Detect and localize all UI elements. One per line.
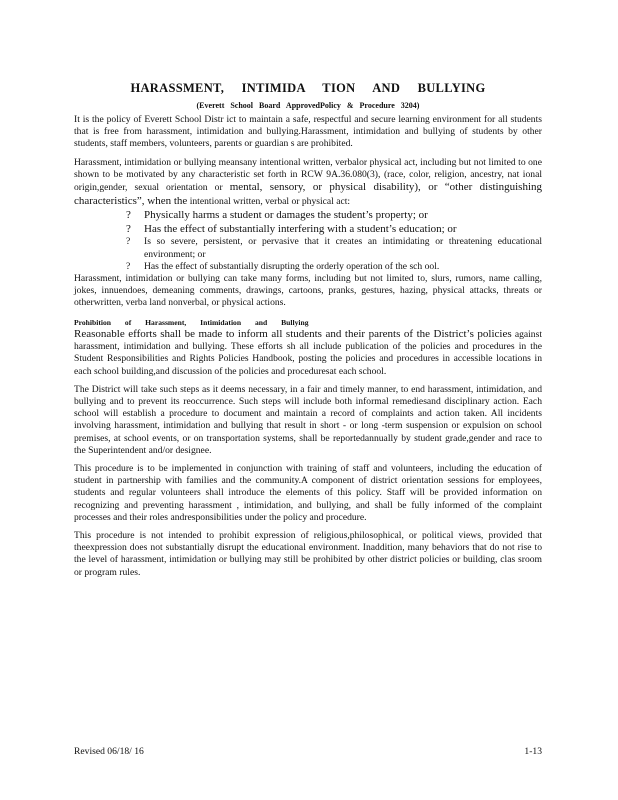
reasonable-efforts-paragraph: [74, 328, 542, 378]
definition-paragraph: [74, 157, 542, 209]
document-title: HARASSMENT, INTIMIDA TION AND BULLYING: [130, 81, 486, 95]
document-page: [74, 80, 542, 579]
district-steps-paragraph: The District will take such steps as it deems necessary, in a fair and timely manner, to end harassment, intimidation, and bullying and to prevent its reoccurrence. Such steps will include both informal remediesand disciplinary action. Each school will establish a procedure to document and maintain a record of complaints and action taken. All incidents involving harassment, intimidation and bullying that result in short - or long -term suspension or expulsion on school premises, at school events, or on transportation systems, shall be reportedannually by student grade,gender and race to the Superintendent and/or designee.: [74, 383, 542, 456]
bullet-mark: ?: [126, 260, 131, 272]
bullet-mark: ?: [126, 222, 131, 235]
definition-text-tail: intentional written, verbal or physical act:: [189, 195, 351, 207]
bullet-mark: ?: [126, 209, 131, 222]
reasonable-text-small: against harassment, intimidation and bullying. These efforts sh all include publication of the policies and procedures in the Student Responsibilities and Rights Policies Handbook, posting the policies and procedures in accessible locations in each school building,and discussion of the policies and proceduresat each school.: [74, 328, 542, 377]
expression-paragraph: This procedure is not intended to prohibit expression of religious,philosophical, or political views, provided that theexpression does not substantially disrupt the educational environment. Inaddition, many behaviors that do not rise to the level of harassment, intimidation or bullying may still be prohibited by other district policies or building, clas sroom or program rules.: [74, 530, 542, 578]
forms-paragraph: Harassment, intimidation or bullying can take many forms, including but not limited to, slurs, rumors, name calling, jokes, innuendoes, demeaning comments, drawings, cartoons, pranks, gestures, hazing, physical attacks, threats or otherwritten, verba land nonverbal, or physical actions.: [74, 273, 542, 309]
list-item: ? Has the effect of substantially interfering with a student’s education; or: [126, 222, 457, 235]
definition-bullets: [74, 209, 542, 273]
list-item: ? Has the effect of substantially disrupting the orderly operation of the sch ool.: [126, 260, 440, 272]
bullet-mark: ?: [126, 236, 131, 248]
page-number: 1-13: [524, 746, 542, 757]
definition-text-small: Harassment, intimidation or bullying meansany intentional written, verbalor physical act, including but not limited to one shown to be motivated by any characteristic set forth in RCW 9A.36.080(3), (race, color, religion, ancestry, nat ional origin,gender, sexual orientation or: [74, 156, 542, 194]
section-heading: Prohibition of Harassment, Intimidation and Bullying: [74, 317, 309, 327]
list-item: ? Physically harms a student or damages the student’s property; or: [126, 209, 428, 222]
reasonable-text-large: Reasonable efforts shall be made to inform all students and their parents of the District’s policies: [74, 327, 512, 340]
implementation-paragraph: This procedure is to be implemented in conjunction with training of staff and volunteers, including the education of student in partnership with families and the community.A component of district orientation sessions for employees, students and regular volunteers shall introduce the elements of this policy. Staff will be provided information on recognizing and preventing harassment , intimidation, and bullying, and shall be fully informed of the complaint processes and their roles andresponsibilities under the policy and procedure.: [74, 463, 542, 523]
intro-paragraph: It is the policy of Everett School Distr ict to maintain a safe, respectful and secure learning environment for all students that is free from harassment, intimidation and bullying.Harassment, intimidation and bullying of students by other students, staff members, volunteers, parents or guardian s are prohibited.: [74, 114, 542, 150]
revised-date: Revised 06/18/ 16: [74, 746, 144, 757]
page-footer: [74, 746, 542, 757]
list-item: ? Is so severe, persistent, or pervasive that it creates an intimidating or threatening educational environment; or: [126, 236, 542, 260]
document-subtitle: (Everett School Board ApprovedPolicy & Procedure 3204): [196, 101, 420, 110]
definition-text-large: mental, sensory, or physical disability), or “other distinguishing characteristics”, when the: [74, 181, 542, 207]
